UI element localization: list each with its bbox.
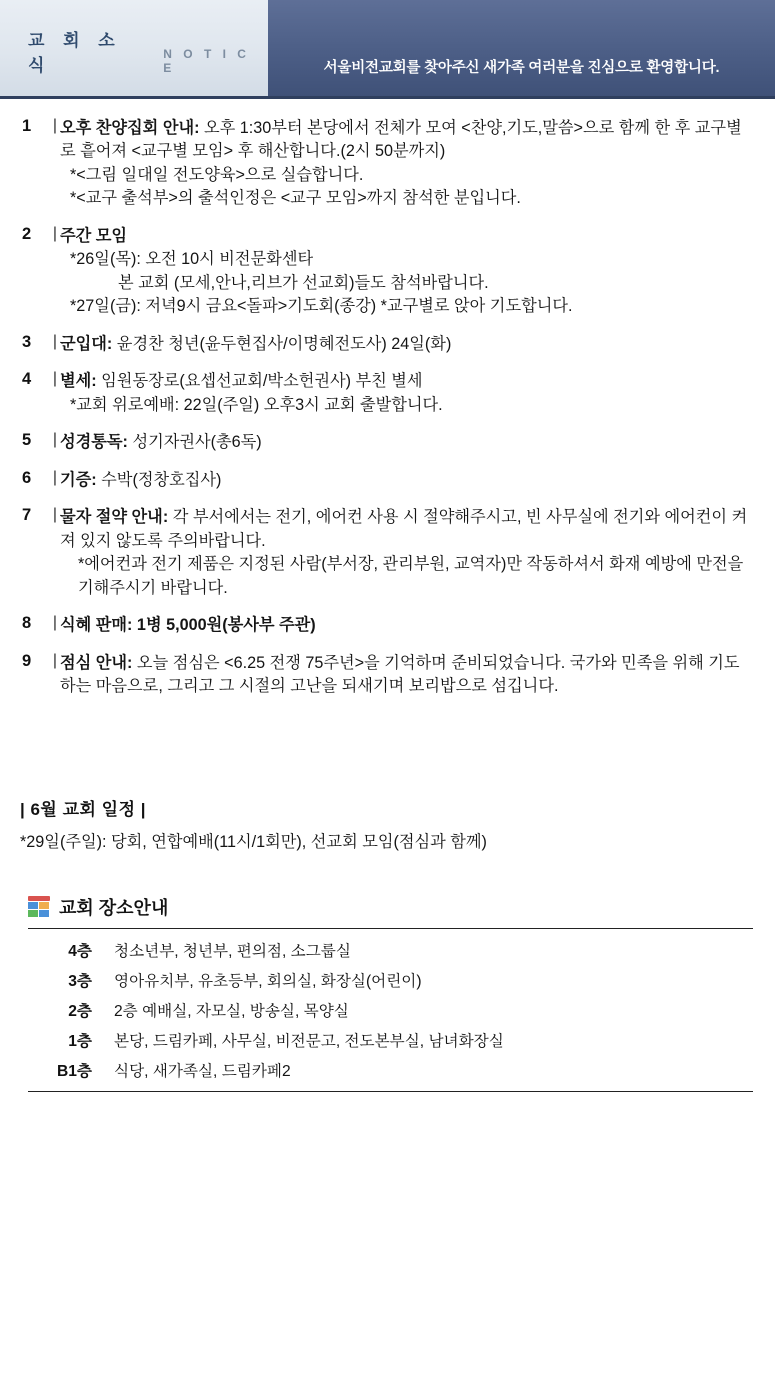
table-row	[28, 935, 753, 965]
notice-text: 각 부서에서는 전기, 에어컨 사용 시 절약해주시고, 빈 사무실에 전기와 에어컨이 켜져 있지 않도록 주의바랍니다.	[60, 508, 748, 550]
notice-separator: |	[52, 332, 58, 350]
notice-body	[60, 117, 753, 211]
notice-body	[60, 652, 753, 699]
notice-separator: |	[52, 431, 58, 449]
location-guide-section	[0, 894, 775, 1092]
notice-separator: |	[52, 117, 58, 134]
header-welcome-banner	[268, 0, 775, 96]
notice-item	[20, 506, 753, 600]
floor-label: 2층	[68, 1002, 92, 1020]
notice-subline: *26일(목): 오전 10시 비전문화센타	[70, 250, 314, 269]
church-building-icon	[28, 896, 50, 918]
floor-description: 2층 예배실, 자모실, 방송실, 목양실	[114, 1002, 349, 1020]
notice-separator: |	[52, 468, 58, 486]
notice-separator: |	[52, 614, 58, 632]
notice-number: 7	[22, 506, 32, 525]
notice-number: 6	[22, 468, 32, 487]
notice-number: 8	[22, 614, 32, 633]
table-row	[28, 1025, 753, 1055]
header-title-en: N O T I C E	[163, 47, 250, 75]
notice-list	[0, 99, 775, 699]
floor-label: 4층	[68, 942, 92, 960]
welcome-message: 서울비전교회를 찾아주신 새가족 여러분을 진심으로 환영합니다.	[323, 60, 720, 76]
floor-description: 영아유치부, 유초등부, 회의실, 화장실(어린이)	[114, 972, 422, 990]
notice-text: 오후 1:30부터 본당에서 전체가 모여 <찬양,기도,말씀>으로 함께 한 후 교구별로 흩어져 <교구별 모임> 후 해산합니다.(2시 50분까지)	[60, 119, 742, 161]
notice-title: 별세:	[60, 372, 97, 391]
notice-item	[20, 370, 753, 417]
notice-body	[60, 431, 753, 454]
floor-description: 식당, 새가족실, 드림카페2	[114, 1062, 291, 1080]
notice-number: 4	[22, 370, 32, 389]
location-table	[28, 928, 753, 1092]
notice-separator: |	[52, 506, 58, 524]
floor-label: 1층	[68, 1032, 92, 1050]
floor-description: 본당, 드림카페, 사무실, 비전문고, 전도본부실, 남녀화장실	[114, 1032, 504, 1050]
notice-title: 식혜 판매:	[60, 616, 133, 635]
notice-body	[60, 370, 753, 417]
notice-item	[20, 469, 753, 492]
location-header	[28, 894, 753, 920]
header-title-kr: 교 회 소 식	[28, 31, 122, 75]
notice-text: 윤경찬 청년(윤두현집사/이명혜전도사) 24일(화)	[112, 334, 452, 353]
notice-item	[20, 225, 753, 319]
floor-description: 청소년부, 청년부, 편의점, 소그룹실	[114, 942, 351, 960]
notice-title: 기증:	[60, 470, 97, 489]
notice-item	[20, 614, 753, 637]
notice-text: 1병 5,000원(봉사부 주관)	[132, 616, 316, 635]
notice-number: 5	[22, 431, 32, 450]
table-row	[28, 1055, 753, 1085]
notice-subline: *<교구 출석부>의 출석인정은 <교구 모임>까지 참석한 분입니다.	[70, 189, 521, 208]
notice-body	[60, 614, 753, 637]
notice-number: 3	[22, 332, 32, 351]
notice-body	[60, 333, 753, 356]
schedule-title: | 6월 교회 일정 |	[20, 799, 146, 819]
notice-item	[20, 117, 753, 211]
notice-title: 물자 절약 안내:	[60, 508, 169, 527]
floor-label: 3층	[68, 972, 92, 990]
notice-subline: *에어컨과 전기 제품은 지정된 사람(부서장, 관리부원, 교역자)만 작동하셔서 화재 예방에 만전을 기해주시기 바랍니다.	[78, 555, 744, 597]
notice-subline: *교회 위로예배: 22일(주일) 오후3시 교회 출발합니다.	[70, 395, 443, 414]
notice-number: 1	[22, 117, 32, 135]
monthly-schedule-section	[0, 795, 775, 852]
notice-text: 오늘 점심은 <6.25 전쟁 75주년>을 기억하며 준비되었습니다. 국가와 민족을 위해 기도하는 마음으로, 그리고 그 시절의 고난을 되새기며 보리밥으로 섬깁니다.	[60, 653, 740, 696]
notice-text: 수박(정창호집사)	[96, 470, 222, 489]
floor-label: B1층	[57, 1062, 92, 1080]
notice-item	[20, 333, 753, 356]
notice-subline: 본 교회 (모세,안나,리브가 선교회)들도 참석바랍니다.	[118, 273, 489, 292]
notice-title: 점심 안내:	[60, 653, 133, 672]
notice-separator: |	[52, 651, 58, 669]
notice-body	[60, 506, 753, 600]
notice-text: 성기자권사(총6독)	[127, 433, 262, 452]
notice-separator: |	[52, 224, 58, 242]
notice-title: 성경통독:	[60, 433, 128, 452]
notice-separator: |	[52, 370, 58, 388]
notice-number: 9	[22, 651, 32, 670]
notice-body	[60, 469, 753, 492]
notice-body	[60, 225, 753, 319]
table-row	[28, 995, 753, 1025]
notice-subline: *27일(금): 저녁9시 금요<돌파>기도회(종강) *교구별로 앉아 기도합니다.	[70, 297, 573, 316]
schedule-line: *29일(주일): 당회, 연합예배(11시/1회만), 선교회 모임(점심과 함께)	[20, 832, 487, 851]
notice-header	[0, 0, 775, 96]
table-row	[28, 965, 753, 995]
notice-text: 임원동장로(요셉선교회/박소헌권사) 부친 별세	[96, 372, 423, 391]
notice-number: 2	[22, 224, 32, 243]
notice-subline: *<그림 일대일 전도양육>으로 실습합니다.	[70, 165, 364, 184]
location-title: 교회 장소안내	[59, 897, 169, 918]
notice-item	[20, 431, 753, 454]
notice-title: 군입대:	[60, 334, 113, 353]
notice-item	[20, 652, 753, 699]
notice-title: 주간 모임	[60, 226, 128, 245]
notice-title: 오후 찬양집회 안내:	[60, 119, 200, 137]
header-title-block	[0, 0, 268, 96]
